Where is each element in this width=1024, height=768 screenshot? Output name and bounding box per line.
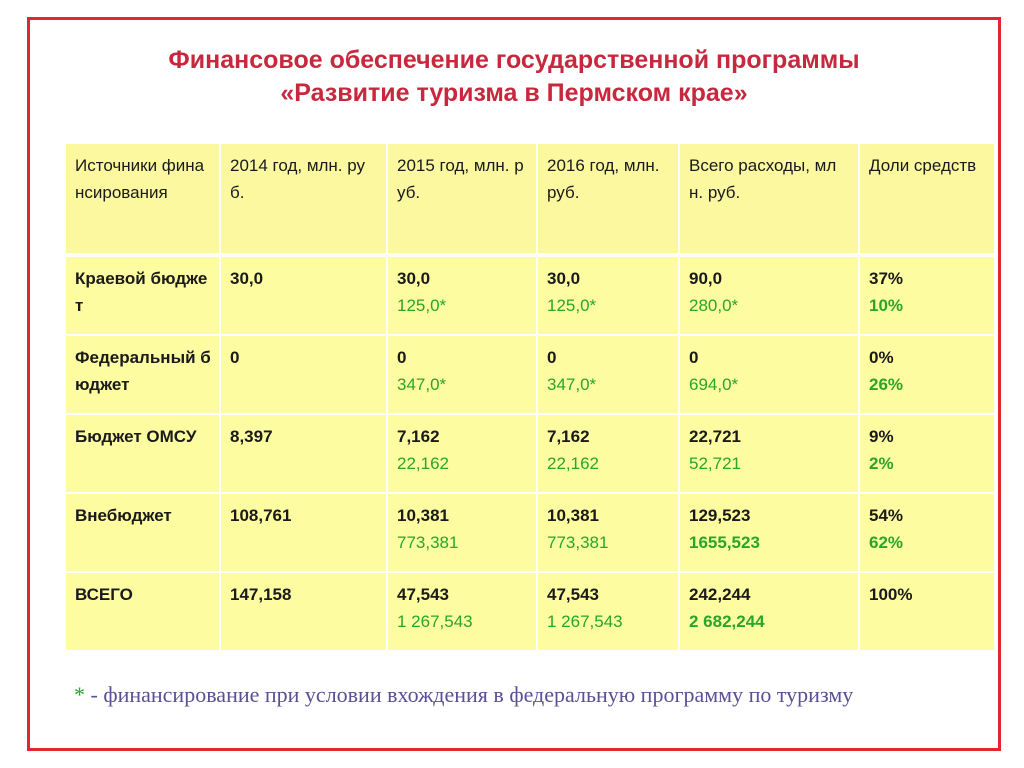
header-cell-source: Источники финансирования [66,144,219,253]
header-cell-share: Доли средств [860,144,994,253]
header-cell-total: Всего расходы, млн. руб. [680,144,858,253]
cell-value: 37% [869,269,904,288]
cell-value: 242,244 [689,585,751,604]
cell-value: 10,381 [547,506,599,525]
cell-total [680,415,858,492]
cell-total [680,336,858,413]
cell-2016 [538,494,678,571]
footnote-text: - финансирование при условии вхождения в федеральную программу по туризму [85,682,854,707]
financing-table [64,142,996,652]
cell-2016 [538,573,678,650]
cell-value: 129,523 [689,506,751,525]
cell-2015 [388,257,536,334]
cell-total [680,573,858,650]
cell-value: 0 [689,348,699,367]
cell-alt-value: 347,0* [397,375,447,394]
cell-2014 [221,415,386,492]
cell-value: 7,162 [397,427,440,446]
cell-value: 108,761 [230,506,292,525]
cell-value: 9% [869,427,894,446]
cell-value: 30,0 [397,269,431,288]
cell-alt-value: 1 267,543 [547,612,623,631]
cell-2014 [221,573,386,650]
cell-2016 [538,336,678,413]
cell-value: 147,158 [230,585,292,604]
cell-share [860,257,994,334]
header-cell-2015: 2015 год, млн. руб. [388,144,536,253]
cell-alt-value: 694,0* [689,375,739,394]
cell-2014 [221,336,386,413]
table-header-row [66,144,994,253]
cell-total [680,257,858,334]
footnote-star: * [74,682,85,707]
cell-2015 [388,573,536,650]
cell-alt-value: 1655,523 [689,533,760,552]
cell-alt-value: 773,381 [397,533,459,552]
cell-value: 47,543 [547,585,599,604]
cell-2015 [388,494,536,571]
cell-share [860,494,994,571]
cell-share [860,573,994,650]
cell-alt-value: 52,721 [689,454,741,473]
cell-2015 [388,415,536,492]
cell-share [860,336,994,413]
footnote [74,681,974,709]
cell-alt-value: 22,162 [547,454,599,473]
cell-value: 90,0 [689,269,723,288]
cell-value: 100% [869,585,913,604]
title-line-1: Финансовое обеспечение государственной программы [168,46,860,74]
table-row [66,415,994,492]
title-line-2: «Развитие туризма в Пермском крае» [280,79,748,107]
cell-alt-value: 10% [869,296,904,315]
cell-alt-value: 22,162 [397,454,449,473]
table-row [66,336,994,413]
cell-total [680,494,858,571]
cell-source: Краевой бюджет [66,257,219,334]
cell-source: Внебюджет [66,494,219,571]
cell-value: 7,162 [547,427,590,446]
cell-value: 8,397 [230,427,273,446]
table-row [66,573,994,650]
cell-value: 22,721 [689,427,741,446]
cell-2015 [388,336,536,413]
cell-alt-value: 125,0* [547,296,597,315]
cell-alt-value: 2 682,244 [689,612,765,631]
cell-value: 0% [869,348,894,367]
table-row [66,494,994,571]
cell-value: 47,543 [397,585,449,604]
page-title [27,44,1001,110]
cell-2016 [538,415,678,492]
cell-alt-value: 773,381 [547,533,609,552]
cell-value: 10,381 [397,506,449,525]
cell-2016 [538,257,678,334]
cell-value: 0 [547,348,557,367]
header-cell-2014: 2014 год, млн. руб. [221,144,386,253]
cell-value: 0 [397,348,407,367]
cell-value: 0 [230,348,240,367]
cell-value: 30,0 [547,269,581,288]
cell-2014 [221,494,386,571]
cell-value: 30,0 [230,269,264,288]
cell-value: 54% [869,506,904,525]
cell-share [860,415,994,492]
cell-alt-value: 1 267,543 [397,612,473,631]
table-row [66,257,994,334]
cell-source: ВСЕГО [66,573,219,650]
cell-alt-value: 125,0* [397,296,447,315]
cell-alt-value: 280,0* [689,296,739,315]
cell-alt-value: 2% [869,454,894,473]
cell-source: Бюджет ОМСУ [66,415,219,492]
cell-alt-value: 26% [869,375,904,394]
cell-source: Федеральный бюджет [66,336,219,413]
cell-2014 [221,257,386,334]
header-cell-2016: 2016 год, млн. руб. [538,144,678,253]
cell-alt-value: 347,0* [547,375,597,394]
cell-alt-value: 62% [869,533,904,552]
